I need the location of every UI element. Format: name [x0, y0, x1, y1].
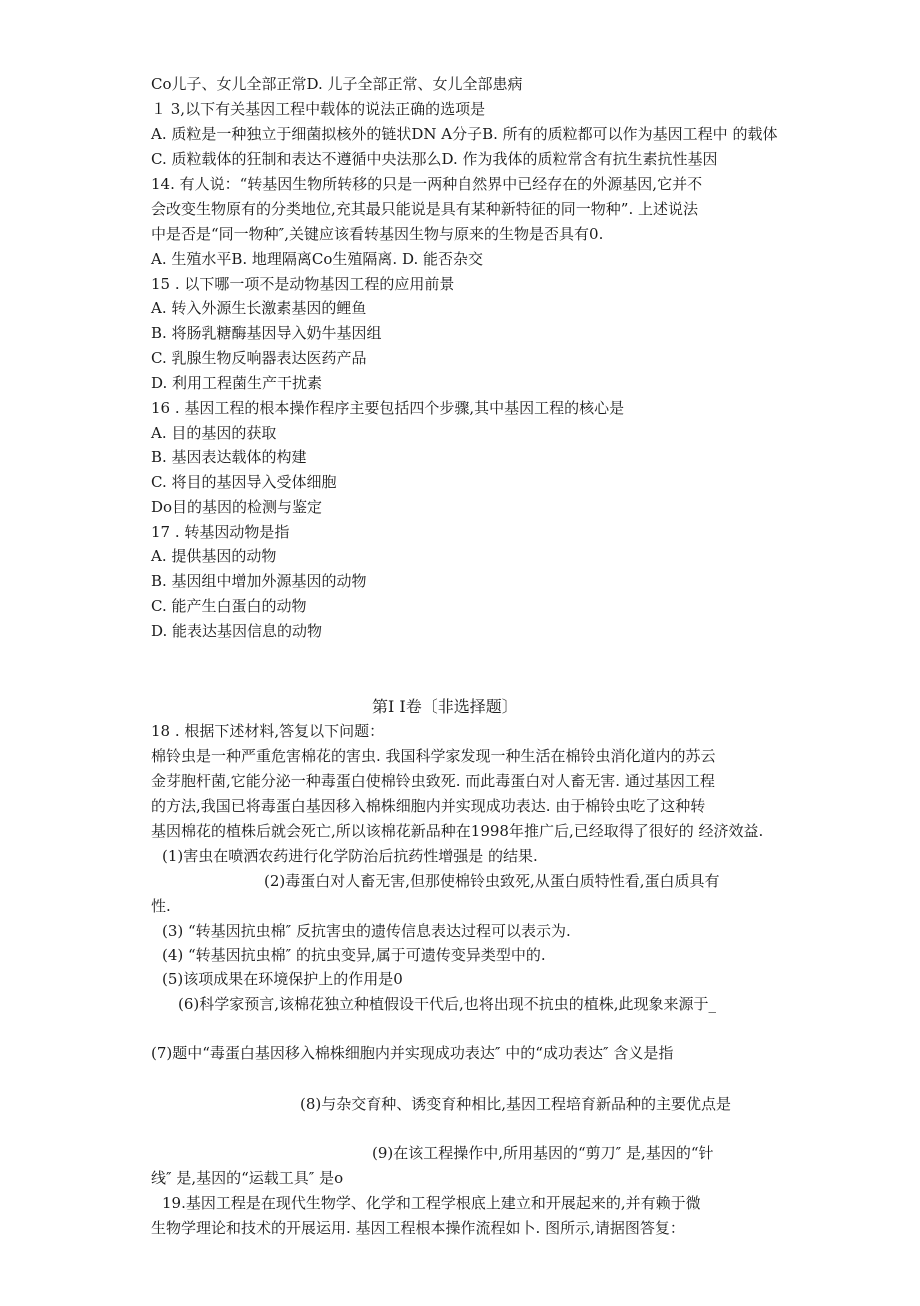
text-line: A. 质粒是一种独立于细菌拟核外的链状DN A分子B. 所有的质粒都可以作为基因工程中 的载体 — [151, 125, 778, 143]
text-line: 18 . 根据下述材料,答复以下问题： — [151, 722, 385, 740]
text-line: D. 利用工程菌生产干扰素 — [151, 374, 323, 392]
text-line: (6)科学家预言,该棉花独立种植假设干代后,也将出现不抗虫的植株,此现象来源于_ — [178, 995, 717, 1013]
text-line: 生物学理论和技术的开展运用. 基因工程根本操作流程如卜. 图所示,请据图答复： — [151, 1219, 685, 1237]
text-line: 金芽胞杆菌,它能分泌一种毒蛋白使棉铃虫致死. 而此毒蛋白对人畜无害. 通过基因工程 — [151, 772, 715, 790]
text-line: B. 基因表达载体的构建 — [151, 448, 307, 466]
text-line: 线″ 是,基因的“运载工具″ 是o — [151, 1169, 344, 1187]
text-line: Co儿子、女儿全部正常D. 儿子全部正常、女儿全部患病 — [151, 75, 523, 93]
text-line: 16 . 基因工程的根本操作程序主要包括四个步骤,其中基因工程的核心是 — [151, 399, 625, 417]
text-line: (2)毒蛋白对人畜无害,但那使棉铃虫致死,从蛋白质特性看,蛋白质具有 — [264, 872, 720, 890]
text-line: B. 将肠乳糖酶基因导入奶牛基因组 — [151, 324, 382, 342]
text-line: 棉铃虫是一种严重危害棉花的害虫. 我国科学家发现一种生活在棉铃虫消化道内的苏云 — [151, 747, 716, 765]
text-line: (5)该项成果在环境保护上的作用是0 — [162, 970, 403, 988]
section-title: 第I I卷〔非选择题〕 — [372, 697, 518, 716]
text-line: (3) “转基因抗虫棉″ 反抗害虫的遗传信息表达过程可以表示为. — [162, 922, 571, 940]
text-line: 会改变生物原有的分类地位,充其最只能说是具有某种新特征的同一物种”. 上述说法 — [151, 200, 698, 218]
text-line: (4) “转基因抗虫棉″ 的抗虫变异,属于可遗传变异类型中的. — [162, 946, 546, 964]
text-line: 17 . 转基因动物是指 — [151, 523, 290, 541]
text-line: A. 生殖水平B. 地理隔离Co生殖隔离. D. 能否杂交 — [151, 250, 484, 268]
text-line: C. 乳腺生物反响器表达医药产品 — [151, 349, 367, 367]
text-line: A. 转入外源生长激素基因的鲤鱼 — [151, 299, 367, 317]
text-line: 性. — [151, 897, 171, 915]
text-line: １ 3,以下有关基因工程中载体的说法正确的选项是 — [151, 100, 486, 118]
text-line: (8)与杂交育种、诱变育种相比,基因工程培育新品种的主要优点是 — [300, 1095, 732, 1113]
text-line: (7)题中“毒蛋白基因移入棉株细胞内并实现成功表达″ 中的“成功表达″ 含义是指 — [151, 1044, 674, 1062]
text-line: A. 目的基因的获取 — [151, 424, 277, 442]
text-line: C. 能产生白蛋白的动物 — [151, 597, 307, 615]
text-line: 14. 有人说：“转基因生物所转移的只是一两种自然界中已经存在的外源基因,它并不 — [151, 175, 703, 193]
text-line: 中是否是“同一物种″,关键应该看转基因生物与原来的生物是否具有0. — [151, 225, 604, 243]
text-line: 的方法,我国已将毒蛋白基因移入棉株细胞内并实现成功表达. 由于棉铃虫吃了这种转 — [151, 797, 706, 815]
text-line: C. 将目的基因导入受体细胞 — [151, 473, 337, 491]
text-line: 15 . 以下哪一项不是动物基因工程的应用前景 — [151, 275, 455, 293]
text-line: 基因棉花的植株后就会死亡,所以该棉花新品种在1998年推广后,已经取得了很好的 经济效益. — [151, 822, 764, 840]
text-line: D. 能表达基因信息的动物 — [151, 622, 323, 640]
text-line: (1)害虫在喷洒农药进行化学防治后抗药性增强是 的结果. — [162, 847, 538, 865]
text-line: 19.基因工程是在现代生物学、化学和工程学根底上建立和开展起来的,并有赖于微 — [162, 1194, 701, 1212]
text-line: Do目的基因的检测与鉴定 — [151, 498, 323, 516]
text-line: C. 质粒载体的狂制和表达不遵循中央法那么D. 作为我体的质粒常含有抗生素抗性基因 — [151, 150, 718, 168]
text-line: A. 提供基因的动物 — [151, 547, 277, 565]
text-line: B. 基因组中增加外源基因的动物 — [151, 572, 367, 590]
text-line: (9)在该工程操作中,所用基因的“剪刀″ 是,基因的“针 — [372, 1144, 714, 1162]
